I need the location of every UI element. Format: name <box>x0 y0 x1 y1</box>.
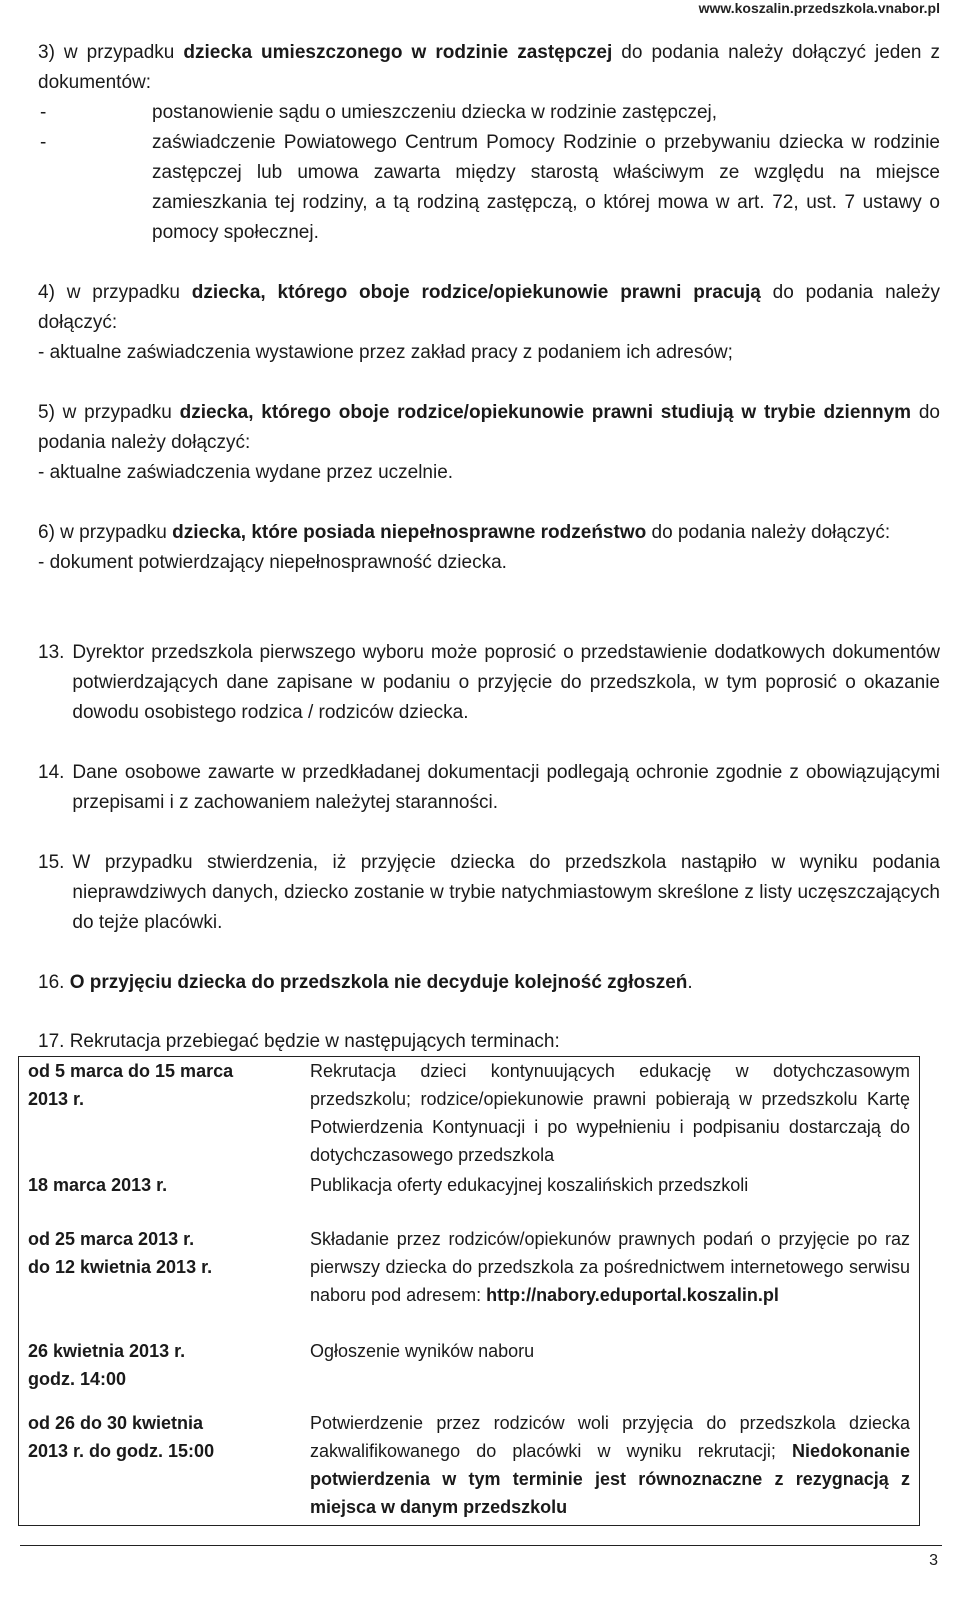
item-3-num: 3) <box>38 42 55 63</box>
item-3-bold: dziecka umieszczonego w rodzinie zastępczej <box>183 42 613 63</box>
table-row: od 26 do 30 kwietnia 2013 r. do godz. 15:00 Potwierdzenie przez rodziców woli przyjęcia do przedszkola dziecka zakwalifikowanego do placówki w wyniku rekrutacji; Niedokonanie potwierdzenia w tym terminie jest równoznaczne z rezygnacją z miejsca w danym przedszkolu <box>28 1413 910 1517</box>
item-4: 4) w przypadku dziecka, którego oboje rodzice/opiekunowie prawni pracują do podania należy dołączyć: - aktualne zaświadczenia wystawione przez zakład pracy z podaniem ich adresów; <box>38 278 940 368</box>
item-3: 3) w przypadku dziecka umieszczonego w rodzinie zastępczej do podania należy dołączyć jeden z dokumentów: <box>38 42 940 93</box>
page-number: 3 <box>929 1552 938 1569</box>
item-14: 14. Dane osobowe zawarte w przedkładanej dokumentacji podlegają ochronie zgodnie z obowiązującymi przepisami i z zachowaniem należytej staranności. <box>38 762 940 813</box>
item-17: 17. Rekrutacja przebiegać będzie w następujących terminach: <box>38 1031 560 1052</box>
footer-rule <box>20 1545 942 1546</box>
item-4-sub: - aktualne zaświadczenia wystawione przez zakład pracy z podaniem ich adresów; <box>38 342 733 363</box>
item-6: 6) w przypadku dziecka, które posiada niepełnosprawne rodzeństwo do podania należy dołączyć: - dokument potwierdzający niepełnosprawność dziecka. <box>38 518 940 578</box>
schedule-table <box>18 1056 920 1522</box>
item-6-sub: - dokument potwierdzający niepełnosprawność dziecka. <box>38 552 507 573</box>
table-row: 26 kwietnia 2013 r. godz. 14:00 Ogłoszenie wyników naboru <box>28 1341 535 1389</box>
table-row: od 25 marca 2013 r. do 12 kwietnia 2013 r. Składanie przez rodziców/opiekunów prawnych podań o przyjęcie po raz pierwszy dziecka do przedszkola za pośrednictwem internetowego serwisu naboru pod adresem: http://nabory.eduportal.koszalin.pl <box>28 1229 910 1305</box>
item-3-dash-list <box>38 98 940 248</box>
list-item: - postanowienie sądu o umieszczeniu dziecka w rodzinie zastępczej, <box>40 102 718 123</box>
item-16: 16. O przyjęciu dziecka do przedszkola nie decyduje kolejność zgłoszeń. <box>38 972 693 993</box>
item-15: 15. W przypadku stwierdzenia, iż przyjęcie dziecka do przedszkola nastąpiło w wyniku podania nieprawdziwych danych, dziecko zostanie w trybie natychmiastowym skreślone z listy uczęszczających do tejże placówki. <box>38 852 940 933</box>
header-url: www.koszalin.przedszkola.vnabor.pl <box>698 0 940 16</box>
table-row: 18 marca 2013 r. Publikacja oferty edukacyjnej koszalińskich przedszkoli <box>28 1175 749 1195</box>
item-5-sub: - aktualne zaświadczenia wydane przez uczelnie. <box>38 462 454 483</box>
table-row: od 5 marca do 15 marca 2013 r. Rekrutacja dzieci kontynuujących edukację w dotychczasowym przedszkolu; rodzice/opiekunowie prawni pobierają w przedszkolu Kartę Potwierdzenia Kontynuacji i po wypełnieniu i podpisaniu dostarczają do dotychczasowego przedszkola <box>28 1061 910 1165</box>
list-item: - zaświadczenie Powiatowego Centrum Pomocy Rodzinie o przebywaniu dziecka w rodzinie zastępczej lub umowa zawarta między starostą właściwym ze względu na miejsce zamieszkania tej rodziny, a tą rodziną zastępczą, o której mowa w art. 72, ust. 7 ustawy o pomocy społecznej. <box>40 132 940 243</box>
item-13: 13. Dyrektor przedszkola pierwszego wyboru może poprosić o przedstawienie dodatkowych dokumentów potwierdzających dane zapisane w podaniu o przyjęcie do przedszkola, w tym poprosić o okazanie dowodu osobistego rodzica / rodziców dziecka. <box>38 642 940 723</box>
item-5: 5) w przypadku dziecka, którego oboje rodzice/opiekunowie prawni studiują w trybie dziennym do podania należy dołączyć: - aktualne zaświadczenia wydane przez uczelnie. <box>38 398 940 488</box>
